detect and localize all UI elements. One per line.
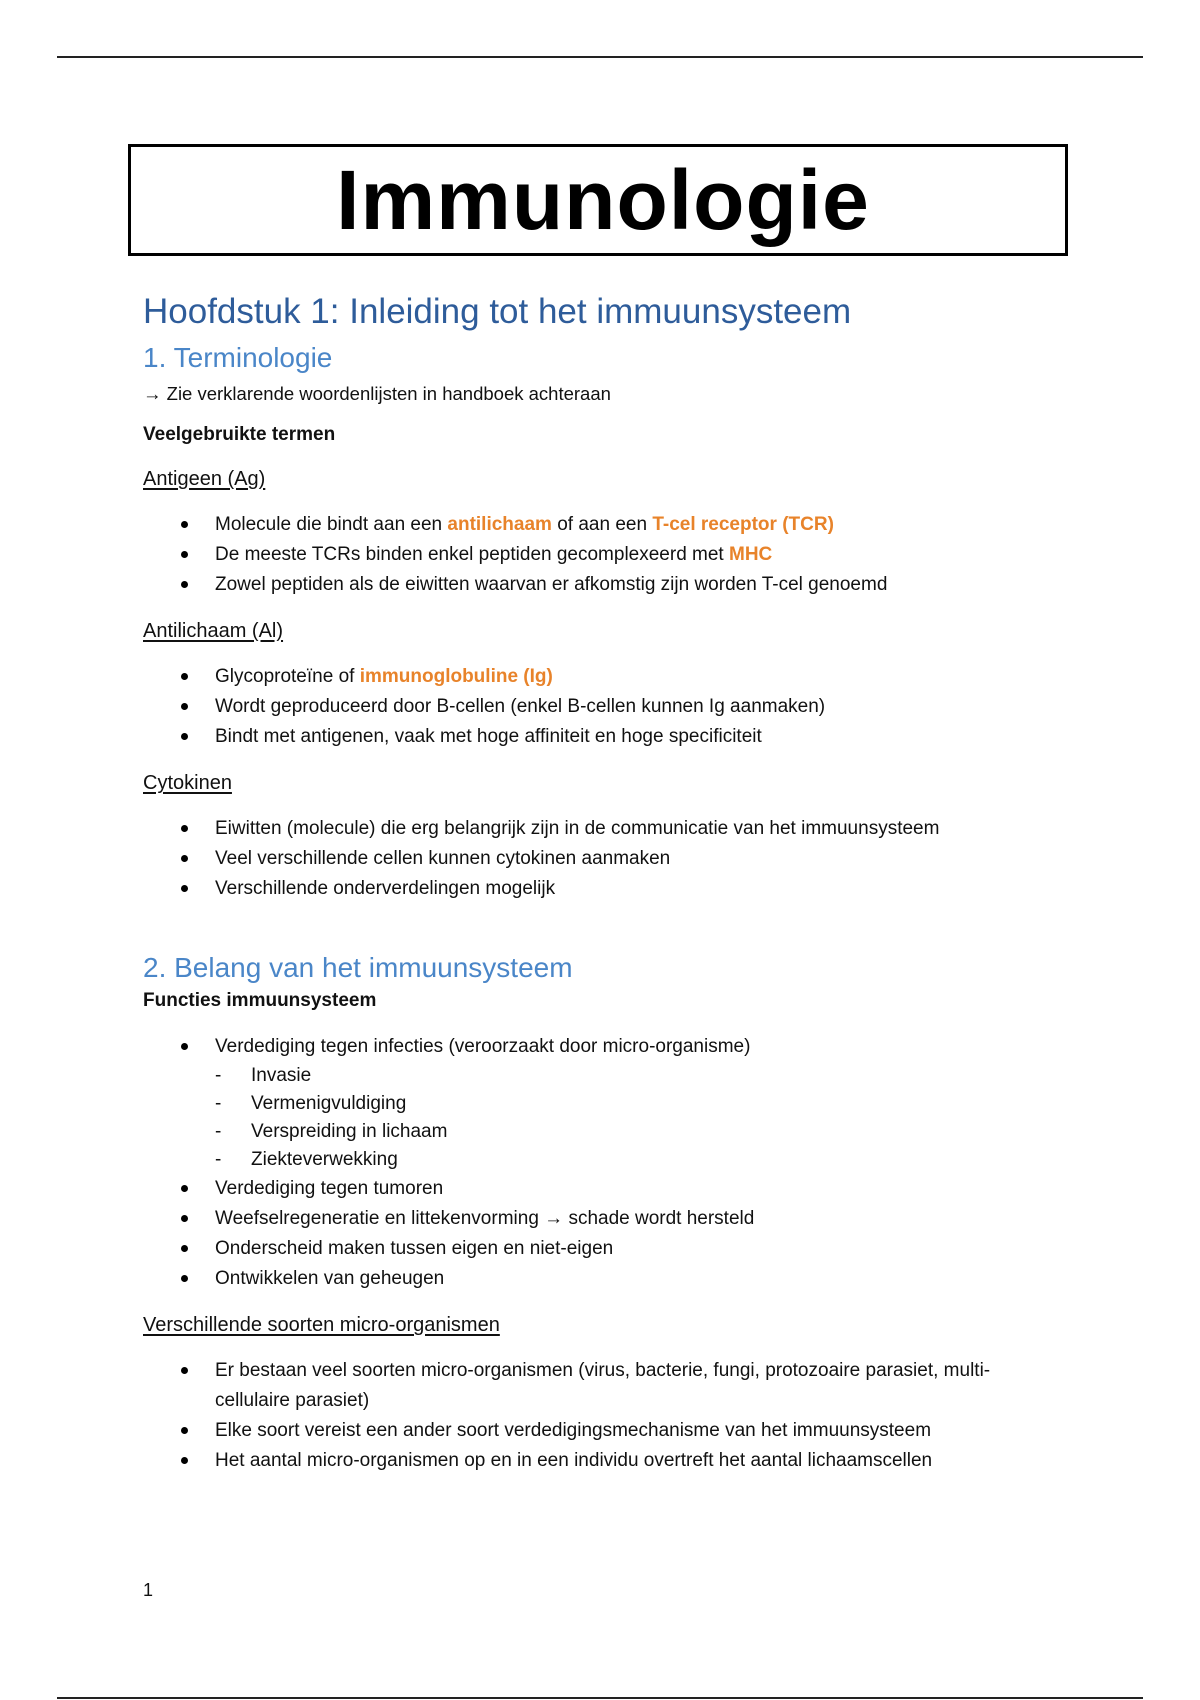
bullet-icon: [181, 885, 188, 892]
sub-list-item: [215, 1090, 1063, 1118]
section-heading-belang: 2. Belang van het immuunsysteem: [143, 952, 573, 983]
text: Elke soort vereist een ander soort verdedigingsmechanisme van het immuunsysteem: [215, 1420, 932, 1441]
dash-icon: -: [215, 1121, 222, 1142]
text: Veel verschillende cellen kunnen cytokinen aanmaken: [215, 848, 671, 869]
cytokinen-list: [143, 814, 1063, 904]
sub-list-item: [215, 1146, 1063, 1174]
bullet-icon: [181, 1215, 188, 1222]
text: Zowel peptiden als de eiwitten waarvan er afkomstig zijn worden T-cel genoemd: [215, 574, 888, 595]
bullet-icon: [181, 733, 188, 740]
list-item: [143, 844, 1063, 874]
highlight-term: T-cel receptor (TCR): [652, 514, 834, 535]
list-item: [143, 692, 1063, 722]
text: Onderscheid maken tussen eigen en niet-eigen: [215, 1238, 614, 1259]
bullet-icon: [181, 1043, 188, 1050]
text: Verdediging tegen infecties (veroorzaakt door micro-organisme): [215, 1036, 751, 1057]
reference-note: → Zie verklarende woordenlijsten in handboek achteraan: [143, 383, 611, 404]
list-item: [143, 662, 1063, 692]
text: Verschillende onderverdelingen mogelijk: [215, 878, 556, 899]
highlight-term: immunoglobuline (Ig): [359, 666, 553, 687]
antilichaam-list: [143, 662, 1063, 752]
list-item: [143, 1264, 1063, 1294]
bullet-icon: [181, 855, 188, 862]
bullet-icon: [181, 673, 188, 680]
text: Er bestaan veel soorten micro-organismen (virus, bacterie, fungi, protozoaire parasiet, multi-cellulaire parasiet): [215, 1360, 991, 1411]
page-bottom-rule: [57, 1697, 1143, 1699]
text: Ontwikkelen van geheugen: [215, 1268, 445, 1289]
bullet-icon: [181, 1245, 188, 1252]
dash-icon: -: [215, 1149, 222, 1170]
list-item: [143, 510, 1063, 540]
list-item: [143, 1446, 1063, 1476]
highlight-term: MHC: [729, 544, 773, 565]
document-title-box: [128, 144, 1068, 256]
list-item: [143, 1032, 1063, 1174]
antigeen-list: [143, 510, 1063, 600]
bullet-icon: [181, 521, 188, 528]
subheading-terms: Veelgebruikte termen: [143, 424, 336, 445]
functions-list: [143, 1032, 1063, 1294]
dash-icon: -: [215, 1093, 222, 1114]
text: Wordt geproduceerd door B-cellen (enkel B-cellen kunnen Ig aanmaken): [215, 696, 826, 717]
term-heading-antigeen: Antigeen (Ag): [143, 468, 266, 490]
text: Glycoproteïne of: [215, 666, 360, 687]
list-item: [143, 1416, 1063, 1446]
bullet-icon: [181, 581, 188, 588]
dash-icon: -: [215, 1065, 222, 1086]
bullet-icon: [181, 1367, 188, 1374]
chapter-heading: Hoofdstuk 1: Inleiding tot het immuunsysteem: [143, 292, 852, 331]
subheading-microorganisms: Verschillende soorten micro-organismen: [143, 1314, 500, 1336]
document-title: Immunologie: [336, 153, 870, 247]
text: Eiwitten (molecule) die erg belangrijk zijn in de communicatie van het immuunsysteem: [215, 818, 940, 839]
bullet-icon: [181, 1275, 188, 1282]
bullet-icon: [181, 551, 188, 558]
list-item: [143, 1174, 1063, 1204]
bullet-icon: [181, 1457, 188, 1464]
page-number: 1: [143, 1580, 154, 1600]
text: Molecule die bindt aan een: [215, 514, 448, 535]
document-body: [143, 290, 1063, 1476]
text: Verspreiding in lichaam: [251, 1121, 448, 1142]
text: Bindt met antigenen, vaak met hoge affiniteit en hoge specificiteit: [215, 726, 762, 747]
microorganisms-list: [143, 1356, 1063, 1476]
bullet-icon: [181, 1427, 188, 1434]
text: Invasie: [251, 1065, 312, 1086]
section-heading-terminologie: 1. Terminologie: [143, 342, 333, 373]
term-heading-cytokinen: Cytokinen: [143, 772, 232, 794]
text: Ziekteverwekking: [251, 1149, 398, 1170]
page-top-rule: [57, 56, 1143, 58]
bullet-icon: [181, 703, 188, 710]
text: Vermenigvuldiging: [251, 1093, 407, 1114]
sub-list-item: [215, 1118, 1063, 1146]
list-item: [143, 1204, 1063, 1234]
text: Verdediging tegen tumoren: [215, 1178, 444, 1199]
list-item: [143, 722, 1063, 752]
infection-sublist: [215, 1062, 1063, 1174]
term-heading-antilichaam: Antilichaam (Al): [143, 620, 284, 642]
text: Weefselregeneratie en littekenvorming → schade wordt hersteld: [215, 1208, 755, 1229]
list-item: [143, 570, 1063, 600]
list-item: [143, 874, 1063, 904]
list-item: [143, 1356, 1063, 1416]
list-item: [143, 814, 1063, 844]
list-item: [143, 540, 1063, 570]
subheading-functions: Functies immuunsysteem: [143, 990, 377, 1011]
text: of aan een: [551, 514, 653, 535]
list-item: [143, 1234, 1063, 1264]
bullet-icon: [181, 1185, 188, 1192]
highlight-term: antilichaam: [447, 514, 552, 535]
sub-list-item: [215, 1062, 1063, 1090]
text: De meeste TCRs binden enkel peptiden gecomplexeerd met: [215, 544, 729, 565]
bullet-icon: [181, 825, 188, 832]
text: Het aantal micro-organismen op en in een individu overtreft het aantal lichaamscellen: [215, 1450, 933, 1471]
